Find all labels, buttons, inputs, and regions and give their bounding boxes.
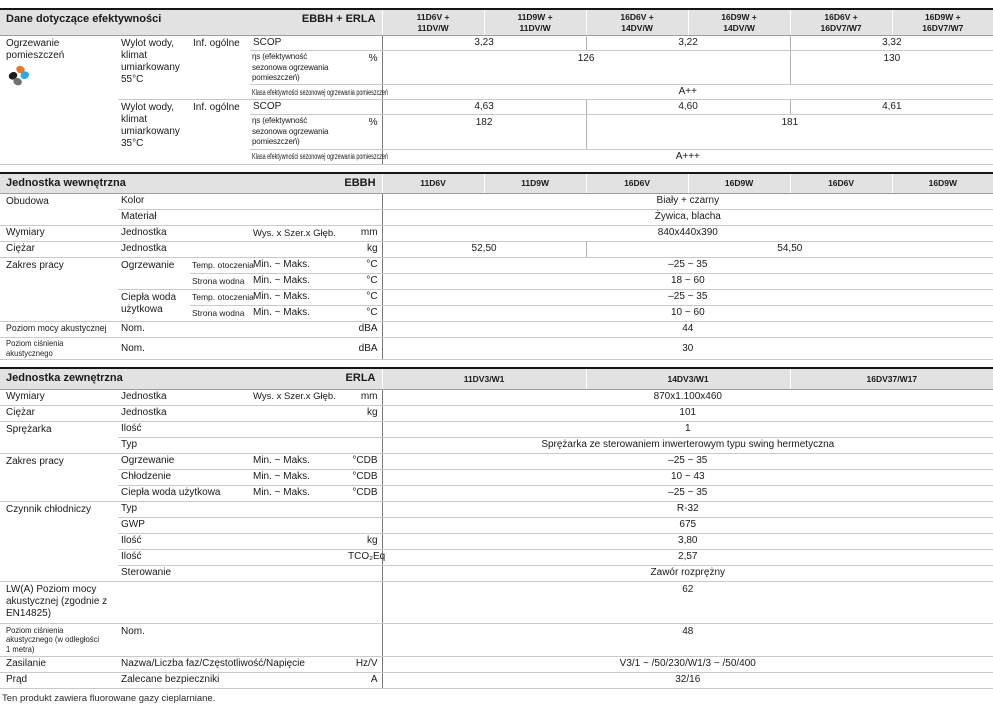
column-header: 16D6V (586, 173, 688, 194)
cell-text: °C (366, 275, 378, 287)
value-cell (382, 100, 586, 115)
cell-text: Typ (121, 439, 138, 450)
label-cell (118, 337, 345, 360)
label-cell (118, 389, 250, 405)
table-row (0, 337, 993, 360)
label-cell (118, 257, 190, 289)
label-cell (0, 389, 118, 405)
cell-text: Klasa efektywności sezonowej ogrzewania pomieszczeń (252, 151, 389, 161)
label-cell (118, 193, 382, 209)
label-cell (250, 273, 345, 289)
cell-text: Min. ~ Maks. (253, 291, 310, 303)
label-cell (250, 100, 382, 115)
label-cell (0, 672, 118, 688)
section-table-1 (0, 8, 993, 165)
table-row (0, 389, 993, 405)
label-cell (0, 241, 118, 257)
cell-text: Nom. (121, 323, 145, 335)
cell-text: Inf. ogólne (193, 38, 240, 50)
cell-text: TCO₂Eq (348, 551, 386, 562)
cell-text: °C (366, 259, 378, 271)
label-cell (118, 405, 345, 421)
unit-cell (345, 225, 382, 241)
cell-text: Wylot wody, klimat umiarkowany 35°C (121, 102, 180, 150)
cell-text: °CDB (352, 487, 378, 498)
section-header (0, 9, 382, 36)
cell-text: Ilość (121, 423, 142, 434)
cell-text: 3,32 (882, 37, 902, 49)
column-header: 14DV3/W1 (586, 368, 790, 389)
value-cell (382, 193, 993, 209)
label-cell (118, 549, 345, 565)
section-table-2 (0, 172, 993, 361)
label-cell (190, 273, 250, 289)
value-cell (382, 405, 993, 421)
label-cell (118, 533, 345, 549)
cell-text: 10 ~ 43 (670, 471, 705, 482)
table-row (0, 209, 993, 225)
cell-text: 126 (577, 53, 595, 65)
cell-text: Nom. (121, 625, 145, 637)
cell-text: Wylot wody, klimat umiarkowany 55°C (121, 38, 180, 86)
cell-text: Min. ~ Maks. (253, 307, 310, 319)
cell-text: R-32 (676, 503, 699, 514)
cell-text: dBA (358, 323, 378, 335)
section-header (0, 173, 382, 194)
label-cell (0, 193, 118, 225)
unit-cell (345, 241, 382, 257)
table-row (0, 421, 993, 437)
cell-text: Ilość (121, 551, 142, 562)
cell-text: 4,60 (678, 101, 698, 113)
cell-text: Min. ~ Maks. (253, 471, 310, 482)
cell-text: 870x1.100x460 (653, 391, 722, 402)
label-cell (0, 36, 118, 164)
label-cell (250, 36, 382, 51)
table-row (0, 656, 993, 672)
label-cell (250, 453, 345, 469)
value-cell (382, 289, 993, 305)
section-title: Dane dotyczące efektywności (6, 13, 162, 25)
cell-text: A+++ (675, 150, 700, 162)
cell-text: 181 (781, 117, 799, 129)
cell-text: dBA (358, 342, 378, 354)
label-cell (250, 485, 345, 501)
cell-text: Zalecane bezpieczniki (121, 674, 220, 686)
label-cell (0, 257, 118, 321)
unit-cell (345, 273, 382, 289)
label-cell (250, 51, 345, 85)
label-cell (118, 241, 345, 257)
cell-text: 840x440x390 (657, 227, 718, 239)
value-cell (382, 656, 993, 672)
table-row (0, 469, 993, 485)
cell-text: SCOP (253, 37, 282, 49)
column-header: 16D9W + 16DV7/W7 (892, 9, 993, 36)
table-row (0, 672, 993, 688)
cell-text: Min. ~ Maks. (253, 487, 310, 498)
table-row (0, 485, 993, 501)
label-cell (0, 453, 118, 501)
cell-text: 18 ~ 60 (670, 275, 705, 287)
cell-text: Zakres pracy (6, 259, 64, 271)
column-header: 16D9W (688, 173, 790, 194)
label-cell (0, 337, 118, 360)
label-cell (118, 100, 190, 164)
cell-text: Strona wodna (192, 308, 245, 319)
cell-text: Żywica, blacha (654, 211, 721, 223)
value-cell (382, 209, 993, 225)
cell-text: Min. ~ Maks. (253, 455, 310, 466)
cell-text: A++ (678, 86, 697, 98)
cell-text: GWP (121, 519, 145, 530)
cell-text: A (370, 674, 378, 686)
value-cell (382, 623, 993, 656)
label-cell (118, 421, 382, 437)
value-cell (382, 453, 993, 469)
value-cell (382, 517, 993, 533)
value-cell (586, 115, 993, 149)
unit-cell (345, 115, 382, 149)
unit-cell (345, 672, 382, 688)
cell-text: Ogrzewanie (121, 259, 175, 271)
label-cell (118, 225, 250, 241)
table-row (0, 581, 993, 623)
section-header (0, 368, 382, 389)
label-cell (118, 209, 382, 225)
unit-cell (345, 469, 382, 485)
value-cell (382, 36, 586, 51)
cell-text: –25 ~ 35 (668, 259, 708, 271)
label-cell (118, 565, 382, 581)
table-row (0, 533, 993, 549)
value-cell (586, 241, 993, 257)
unit-cell (345, 389, 382, 405)
table-row (0, 100, 993, 115)
cell-text: 54,50 (777, 243, 803, 255)
label-cell (118, 517, 382, 533)
label-cell (118, 672, 345, 688)
table-row (0, 289, 993, 305)
label-cell (190, 100, 250, 164)
table-row (0, 225, 993, 241)
label-cell (250, 225, 345, 241)
value-cell (790, 100, 993, 115)
unit-cell (345, 51, 382, 85)
column-header: 16D9W + 14DV/W (688, 9, 790, 36)
table-row (0, 437, 993, 453)
cell-text: Prąd (6, 674, 28, 686)
value-cell (382, 149, 993, 164)
value-cell (382, 581, 993, 623)
label-cell (250, 257, 345, 273)
model-code: ERLA (345, 372, 376, 385)
cell-text: Poziom mocy akustycznej (6, 323, 107, 335)
cell-text: Chłodzenie (121, 471, 172, 482)
cell-text: 1 (684, 423, 691, 434)
cell-text: SCOP (253, 101, 282, 113)
cell-text: Ogrzewanie (121, 455, 175, 466)
unit-cell (345, 549, 386, 565)
value-cell (586, 100, 790, 115)
cell-text: ηs (efektywność sezonowa ogrzewania pomieszczeń) (252, 52, 329, 83)
value-cell (382, 257, 993, 273)
value-cell (382, 437, 993, 453)
table-row (0, 36, 993, 51)
cell-text: Poziom ciśnienia akustycznego (6, 337, 64, 358)
column-header: 16D9W (892, 173, 993, 194)
cell-text: –25 ~ 35 (668, 291, 708, 303)
cell-text: Wys. x Szer.x Głęb. (253, 227, 336, 239)
cell-text: Materiał (121, 211, 157, 223)
unit-cell (345, 405, 382, 421)
cell-text: 62 (682, 583, 694, 595)
table-row (0, 321, 993, 337)
cell-text: °C (366, 291, 378, 303)
unit-cell (345, 656, 382, 672)
value-cell (382, 321, 993, 337)
table-row (0, 453, 993, 469)
label-cell (0, 623, 118, 656)
label-cell (118, 485, 250, 501)
column-header: 11D6V (382, 173, 484, 194)
cell-text: ηs (efektywność sezonowa ogrzewania pomieszczeń) (252, 116, 329, 147)
cell-text: Jednostka (121, 407, 167, 418)
cell-text: Hz/V (355, 658, 378, 670)
label-cell (190, 36, 250, 100)
cell-text: kg (366, 407, 378, 418)
cell-text: Strona wodna (192, 276, 245, 287)
label-cell (250, 115, 345, 149)
cell-text: Jednostka (121, 243, 167, 255)
column-header: 11D9W (484, 173, 586, 194)
label-cell (118, 289, 190, 321)
label-cell (190, 257, 254, 273)
value-cell (382, 241, 586, 257)
cell-text: LW(A) Poziom mocy akustycznej (zgodnie z EN14825) (6, 583, 108, 619)
cell-text: Min. ~ Maks. (253, 275, 310, 287)
label-cell (118, 623, 345, 656)
cell-text: V3/1 ~ /50/230/W1/3 ~ /50/400 (619, 658, 756, 670)
label-cell (118, 321, 345, 337)
unit-cell (345, 485, 382, 501)
label-cell (118, 581, 382, 623)
label-cell (250, 149, 389, 164)
table-row (0, 565, 993, 581)
cell-text: °CDB (352, 455, 378, 466)
cell-text: Zakres pracy (6, 455, 64, 467)
value-cell (382, 501, 993, 517)
cell-text: Nazwa/Liczba faz/Częstotliwość/Napięcie (121, 658, 305, 670)
cell-text: Sprężarka (6, 423, 52, 435)
value-cell (382, 85, 993, 100)
value-cell (382, 51, 790, 85)
label-cell (345, 623, 382, 656)
column-header: 16D6V + 16DV7/W7 (790, 9, 892, 36)
footnote: Ten produkt zawiera fluorowane gazy cieplarniane. (2, 692, 216, 704)
label-cell (250, 289, 345, 305)
table-row (0, 241, 993, 257)
table-row (0, 549, 993, 565)
cell-text: 2,57 (678, 551, 698, 562)
label-cell (250, 469, 345, 485)
column-header: 16D6V (790, 173, 892, 194)
cell-text: 32/16 (675, 674, 701, 686)
cell-text: 4,63 (474, 101, 494, 113)
unit-cell (345, 257, 382, 273)
cell-text: Czynnik chłodniczy (6, 503, 92, 515)
cell-text: mm (360, 227, 378, 239)
label-cell (0, 321, 118, 337)
cell-text: 44 (682, 323, 694, 335)
cell-text: 4,61 (882, 101, 902, 113)
label-cell (0, 581, 118, 623)
cell-text: 3,22 (678, 37, 698, 49)
cell-text: % (368, 53, 378, 65)
label-cell (0, 501, 118, 581)
cell-text: Nom. (121, 342, 145, 354)
column-header: 11D6V + 11DV/W (382, 9, 484, 36)
label-cell (118, 453, 250, 469)
label-cell (118, 36, 190, 100)
cell-text: Jednostka (121, 391, 167, 402)
table-row (0, 257, 993, 273)
label-cell (118, 437, 382, 453)
value-cell (382, 533, 993, 549)
unit-cell (345, 533, 382, 549)
cell-text: Kolor (121, 195, 145, 207)
cell-text: Ciepła woda użytkowa (121, 487, 221, 498)
unit-cell (345, 321, 382, 337)
cell-text: % (368, 117, 378, 129)
label-cell (190, 305, 250, 321)
column-header: 11D9W + 11DV/W (484, 9, 586, 36)
value-cell (382, 485, 993, 501)
value-cell (382, 565, 993, 581)
label-cell (190, 289, 254, 305)
value-cell (382, 337, 993, 360)
heating-flower-icon (8, 65, 31, 88)
column-header: 16DV37/W17 (790, 368, 993, 389)
value-cell (382, 389, 993, 405)
cell-text: °CDB (352, 471, 378, 482)
cell-text: 130 (883, 53, 901, 65)
value-cell (382, 421, 993, 437)
cell-text: 48 (682, 625, 694, 637)
cell-text: Wys. x Szer.x Głęb. (253, 391, 336, 403)
column-header: 16D6V + 14DV/W (586, 9, 688, 36)
value-cell (382, 115, 586, 149)
cell-text: Zawór rozprężny (650, 567, 725, 578)
cell-text: 10 ~ 60 (670, 307, 705, 319)
unit-cell (345, 289, 382, 305)
value-cell (382, 469, 993, 485)
label-cell (250, 85, 389, 100)
cell-text: Wymiary (6, 391, 45, 402)
cell-text: kg (367, 243, 378, 255)
value-cell (790, 51, 993, 85)
label-cell (0, 421, 118, 453)
unit-cell (345, 453, 382, 469)
cell-text: 101 (679, 407, 697, 418)
section-title: Jednostka zewnętrzna (6, 372, 123, 385)
value-cell (382, 273, 993, 289)
label-cell (250, 305, 345, 321)
value-cell (382, 225, 993, 241)
cell-text: Zasilanie (6, 658, 47, 670)
cell-text: Jednostka (121, 227, 167, 239)
label-cell (250, 389, 345, 405)
cell-text: Klasa efektywności sezonowej ogrzewania pomieszczeń (252, 87, 389, 97)
cell-text: Ciepła woda użytkowa (121, 291, 177, 315)
value-cell (382, 672, 993, 688)
cell-text: Sterowanie (121, 567, 172, 578)
cell-text: Inf. ogólne (193, 102, 240, 114)
cell-text: Obudowa (6, 195, 49, 207)
cell-text: Temp. otoczenia (192, 260, 254, 271)
column-header: 11DV3/W1 (382, 368, 586, 389)
cell-text: Min. ~ Maks. (253, 259, 310, 271)
value-cell (586, 36, 790, 51)
cell-text: Poziom ciśnienia akustycznego (w odległości 1 metra) (6, 624, 100, 655)
cell-text: 30 (682, 342, 694, 354)
cell-text: kg (366, 535, 378, 546)
cell-text: 675 (679, 519, 697, 530)
cell-text: mm (360, 391, 378, 402)
cell-text: 182 (475, 117, 493, 129)
label-cell (0, 656, 118, 672)
value-cell (382, 549, 993, 565)
table-row (0, 517, 993, 533)
spec-tables (0, 8, 993, 689)
value-cell (382, 305, 993, 321)
cell-text: Ilość (121, 535, 142, 546)
label-cell (118, 469, 250, 485)
cell-text: Biały + czarny (656, 195, 720, 207)
cell-text: Ciężar (6, 407, 35, 418)
table-row (0, 623, 993, 656)
cell-text: Sprężarka ze sterowaniem inwerterowym typu swing hermetyczna (541, 439, 835, 450)
section-table-3 (0, 367, 993, 688)
value-cell (790, 36, 993, 51)
cell-text: –25 ~ 35 (668, 487, 708, 498)
table-row (0, 501, 993, 517)
cell-text: 3,80 (678, 535, 698, 546)
cell-text: 3,23 (474, 37, 494, 49)
unit-cell (345, 305, 382, 321)
cell-text: –25 ~ 35 (668, 455, 708, 466)
cell-text: °C (366, 307, 378, 319)
cell-text: 52,50 (471, 243, 497, 255)
section-title: Jednostka wewnętrzna (6, 176, 126, 189)
cell-text: Typ (121, 503, 138, 514)
table-row (0, 193, 993, 209)
cell-text: Wymiary (6, 227, 45, 239)
label-cell (0, 225, 118, 241)
table-row (0, 405, 993, 421)
label-cell (118, 501, 382, 517)
cell-text: Ogrzewanie pomieszczeń (6, 38, 65, 62)
cell-text: Temp. otoczenia (192, 292, 254, 303)
model-code: EBBH (344, 176, 376, 189)
model-code: EBBH + ERLA (301, 13, 376, 25)
label-cell (118, 656, 345, 672)
unit-cell (345, 337, 382, 360)
label-cell (0, 405, 118, 421)
cell-text: Ciężar (6, 243, 35, 255)
